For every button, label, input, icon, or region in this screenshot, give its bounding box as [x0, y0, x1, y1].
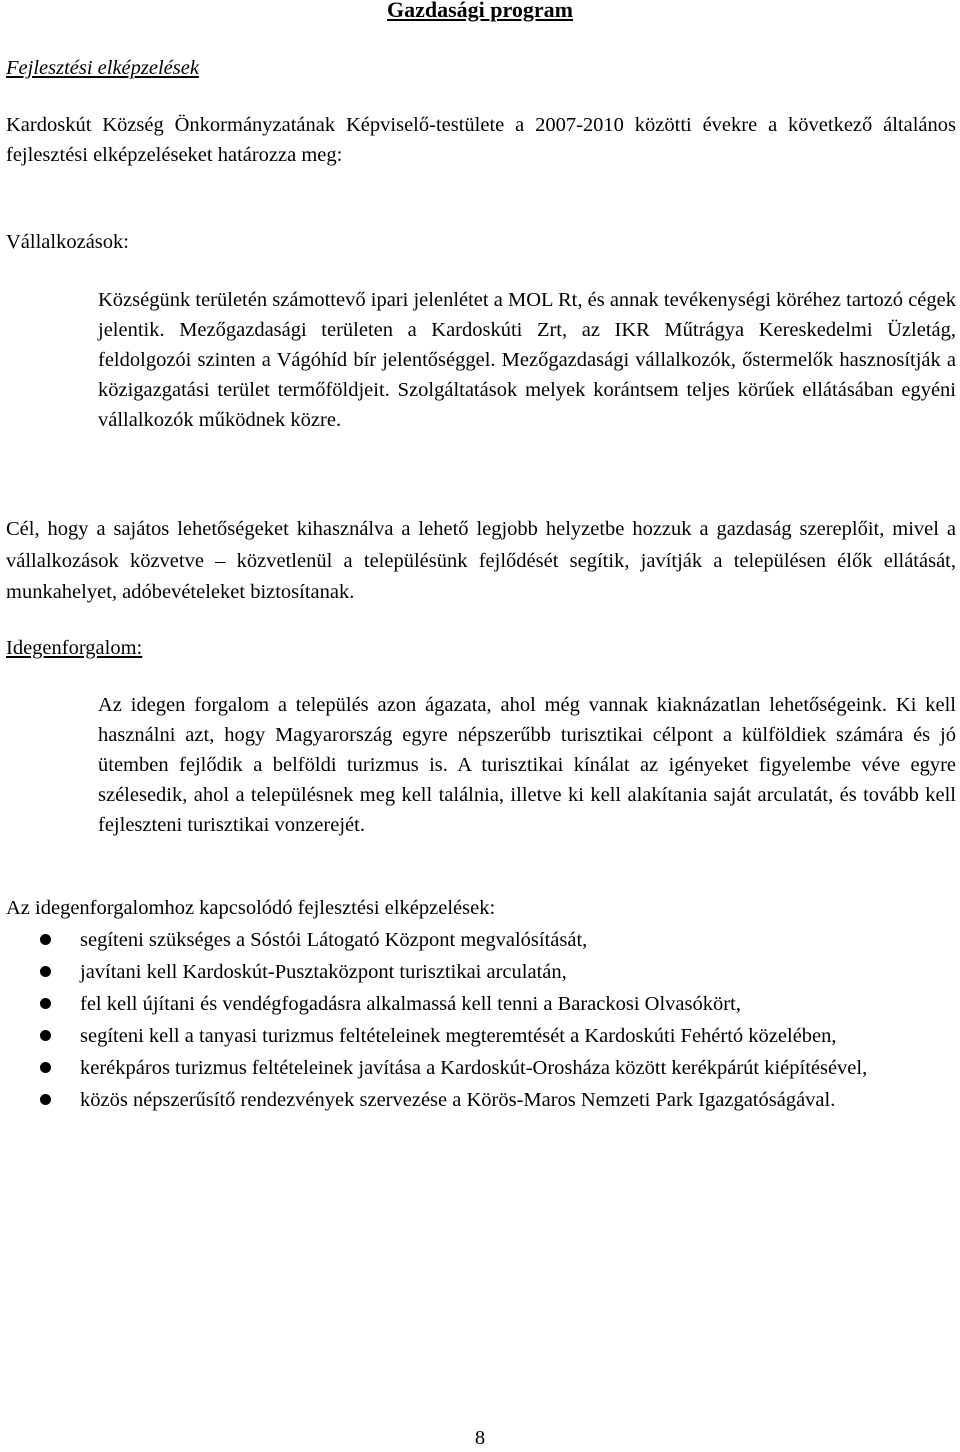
bullet-icon — [40, 1062, 51, 1073]
bullet-icon — [40, 966, 51, 977]
list-item — [0, 1053, 956, 1083]
list-item-text: kerékpáros turizmus feltételeinek javítása a Kardoskút-Orosháza között kerékpárút kiépítésével, — [80, 1057, 868, 1079]
list-item — [0, 925, 956, 955]
list-item — [0, 1021, 956, 1051]
list-item-text: segíteni szükséges a Sóstói Látogató Központ megvalósítását, — [80, 929, 588, 951]
bullet-icon — [40, 998, 51, 1009]
list-item — [0, 957, 956, 987]
vallalkozasok-paragraph: Községünk területén számottevő ipari jelenlétet a MOL Rt, és annak tevékenységi köréhez tartozó cégek jelentik. Mezőgazdasági területen a Kardoskúti Zrt, az IKR Műtrágya Kereskedelmi Üzletág, feldolgozói szinten a Vágóhíd bír jelentőséggel. Mezőgazdasági vállalkozók, őstermelők hasznosítják a közigazgatási terület termőföldjeit. Szolgáltatások melyek korántsem teljes körűek ellátásában egyéni vállalkozók működnek közre. — [98, 289, 956, 431]
development-list-heading: Az idegenforgalomhoz kapcsolódó fejlesztési elképzelések: — [6, 897, 496, 919]
idegenforgalom-paragraph: Az idegen forgalom a település azon ágazata, ahol még vannak kiaknázatlan lehetőségeink. Ki kell használni azt, hogy Magyarország egyre népszerűbb turisztikai célpont a külföldiek számára és jó ütemben fejlődik a belföldi turizmus is. A turisztikai kínálat az igényeket figyelembe véve egyre szélesedik, ahol a településnek meg kell találnia, illetve ki kell alakítania saját arculatát, és tovább kell fejleszteni turisztikai vonzerejét. — [98, 694, 956, 836]
intro-paragraph: Kardoskút Község Önkormányzatának Képviselő-testülete a 2007-2010 közötti évekre a következő általános fejlesztési elképzeléseket határozza meg: — [6, 114, 956, 166]
list-item-text: javítani kell Kardoskút-Pusztaközpont turisztikai arculatán, — [80, 961, 567, 983]
page-title: Gazdasági program — [387, 0, 573, 22]
section-heading: Fejlesztési elképzelések — [6, 57, 199, 79]
vallalkozasok-heading: Vállalkozások: — [6, 231, 129, 253]
list-item — [0, 989, 956, 1019]
bullet-icon — [40, 934, 51, 945]
idegenforgalom-heading: Idegenforgalom: — [6, 637, 143, 659]
list-item-text: közös népszerűsítő rendezvények szervezése a Körös-Maros Nemzeti Park Igazgatóságával. — [80, 1089, 836, 1111]
list-item-text: fel kell újítani és vendégfogadásra alkalmassá kell tenni a Barackosi Olvasókört, — [80, 993, 741, 1015]
list-item — [0, 1085, 956, 1115]
bullet-icon — [40, 1094, 51, 1105]
goal-paragraph: Cél, hogy a sajátos lehetőségeket kihasználva a lehető legjobb helyzetbe hozzuk a gazdaság szereplőit, mivel a vállalkozások közvetve – közvetlenül a településünk fejlődését segítik, javítják a településen élők ellátását, munkahelyet, adóbevételeket biztosítanak. — [6, 518, 956, 603]
bullet-icon — [40, 1030, 51, 1041]
page-number: 8 — [474, 1427, 486, 1449]
development-list — [0, 925, 956, 1117]
list-item-text: segíteni kell a tanyasi turizmus feltételeinek megteremtését a Kardoskúti Fehértó közelében, — [80, 1025, 837, 1047]
